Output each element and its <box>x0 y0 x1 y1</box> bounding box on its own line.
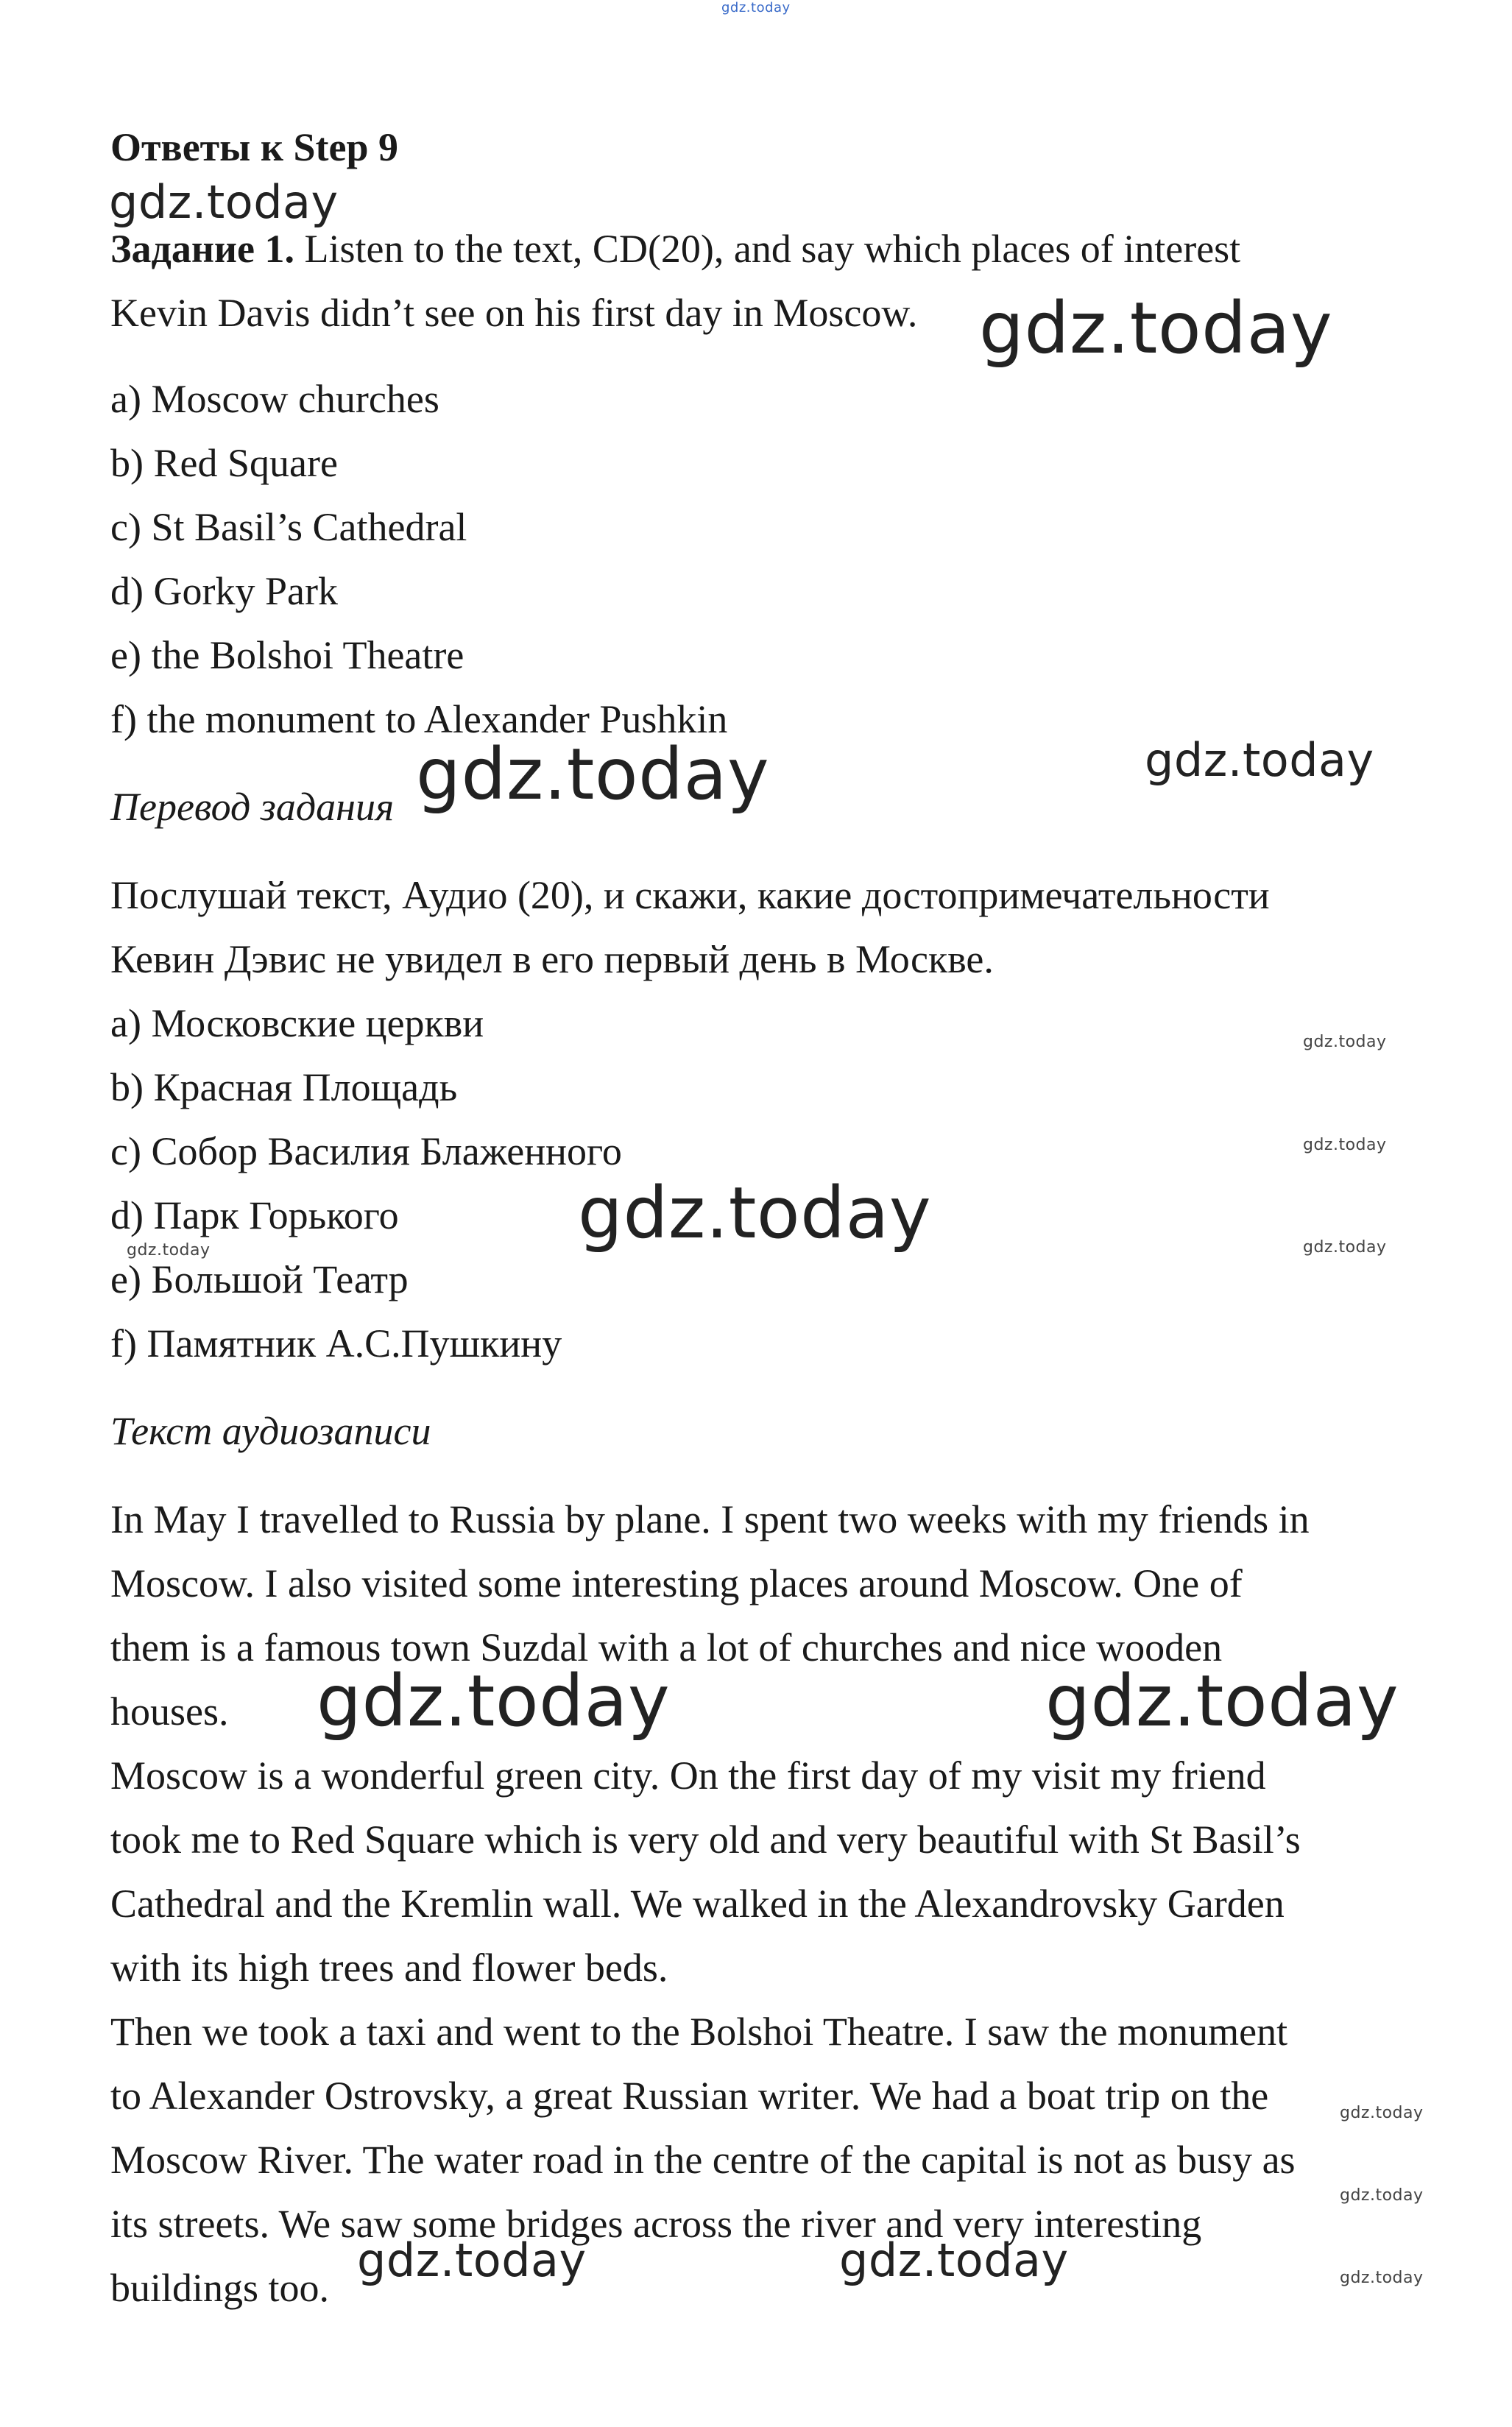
watermark: gdz.today <box>721 0 791 15</box>
task-text: Listen to the text, CD(20), and say which places of interest <box>294 227 1241 271</box>
watermark: gdz.today <box>317 1660 671 1742</box>
watermark: gdz.today <box>1303 1033 1387 1051</box>
transcript-line: them is a famous town Suzdal with a lot of churches and nice wooden <box>110 1625 1223 1670</box>
watermark: gdz.today <box>109 175 339 229</box>
watermark: gdz.today <box>979 287 1333 370</box>
transcript-line: In May I travelled to Russia by plane. I spent two weeks with my friends in <box>110 1497 1310 1541</box>
watermark: gdz.today <box>357 2233 587 2287</box>
page-title: Ответы к Step 9 <box>110 125 398 169</box>
option-en: d) Gorky Park <box>110 569 338 613</box>
task-label: Задание 1. <box>110 227 295 271</box>
transcript-line: Moscow. I also visited some interesting places around Moscow. One of <box>110 1561 1243 1605</box>
watermark: gdz.today <box>127 1241 211 1260</box>
audio-heading: Текст аудиозаписи <box>110 1409 431 1453</box>
transcript-line: Moscow is a wonderful green city. On the first day of my visit my friend <box>110 1753 1266 1798</box>
watermark: gdz.today <box>839 2233 1069 2287</box>
watermark: gdz.today <box>1303 1238 1387 1257</box>
option-ru: b) Красная Площадь <box>110 1065 458 1109</box>
transcript-line: with its high trees and flower beds. <box>110 1946 668 1990</box>
translation-heading: Перевод задания <box>110 785 395 829</box>
option-en: a) Moscow churches <box>110 377 439 421</box>
watermark: gdz.today <box>1340 2186 1424 2205</box>
watermark: gdz.today <box>1340 2104 1424 2122</box>
watermark: gdz.today <box>578 1172 932 1254</box>
watermark: gdz.today <box>1303 1136 1387 1154</box>
option-ru: d) Парк Горького <box>110 1193 399 1237</box>
transcript-line: Then we took a taxi and went to the Bolshoi Theatre. I saw the monument <box>110 2010 1288 2054</box>
translation-line-2: Кевин Дэвис не увидел в его первый день в Москве. <box>110 937 994 981</box>
transcript-line: took me to Red Square which is very old and very beautiful with St Basil’s <box>110 1817 1301 1862</box>
watermark: gdz.today <box>1340 2269 1424 2287</box>
transcript-line: to Alexander Ostrovsky, a great Russian writer. We had a boat trip on the <box>110 2074 1269 2118</box>
transcript-line: its streets. We saw some bridges across the river and very interesting <box>110 2202 1202 2246</box>
watermark: gdz.today <box>1145 733 1374 787</box>
option-en: c) St Basil’s Cathedral <box>110 505 467 549</box>
transcript-line: Cathedral and the Kremlin wall. We walked in the Alexandrovsky Garden <box>110 1882 1285 1926</box>
watermark: gdz.today <box>1045 1660 1399 1742</box>
option-en: e) the Bolshoi Theatre <box>110 633 464 677</box>
task-line-2: Kevin Davis didn’t see on his first day in Moscow. <box>110 291 918 335</box>
transcript-line: buildings too. <box>110 2266 330 2310</box>
translation-line-1: Послушай текст, Аудио (20), и скажи, какие достопримечательности <box>110 873 1270 917</box>
option-ru: a) Московские церкви <box>110 1001 484 1045</box>
option-ru: e) Большой Театр <box>110 1257 409 1301</box>
task-line-1 <box>110 225 1240 272</box>
transcript-line: Moscow River. The water road in the centre of the capital is not as busy as <box>110 2138 1296 2182</box>
transcript-line: houses. <box>110 1689 229 1734</box>
option-en: b) Red Square <box>110 441 338 485</box>
watermark: gdz.today <box>416 733 770 816</box>
option-ru: c) Собор Василия Блаженного <box>110 1129 622 1173</box>
option-ru: f) Памятник А.С.Пушкину <box>110 1321 562 1366</box>
option-en: f) the monument to Alexander Pushkin <box>110 697 728 741</box>
